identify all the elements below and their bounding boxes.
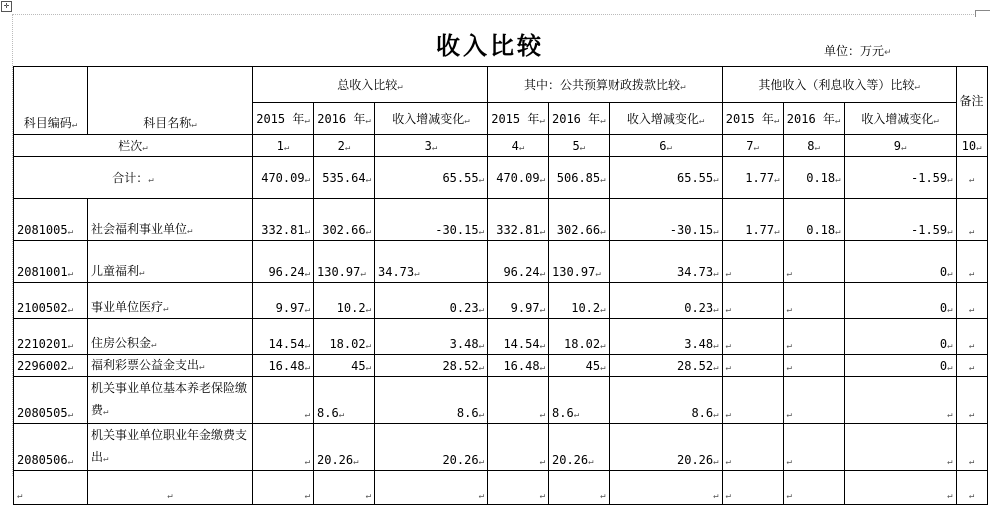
- paragraph-mark: ↵: [774, 174, 780, 185]
- paragraph-mark: ↵: [835, 227, 841, 237]
- row-code[interactable]: 2080506↵: [14, 424, 88, 471]
- paragraph-mark: ↵: [304, 457, 310, 467]
- row-value[interactable]: 96.24↵: [253, 241, 314, 283]
- total-value[interactable]: 535.64↵: [314, 157, 375, 199]
- header-remark[interactable]: 备注: [956, 67, 987, 135]
- paragraph-mark: ↵: [835, 174, 841, 185]
- table-row: [14, 355, 988, 377]
- paragraph-mark: ↵: [698, 116, 705, 126]
- column-index-7[interactable]: 7↵: [722, 135, 783, 157]
- row-value[interactable]: 0.18↵: [783, 199, 844, 241]
- row-name[interactable]: 机关事业单位职业年金缴费支出↵: [88, 424, 253, 471]
- row-value[interactable]: [956, 241, 987, 283]
- paragraph-mark: ↵: [67, 341, 73, 351]
- paragraph-mark: ↵: [139, 268, 145, 278]
- row-value[interactable]: [722, 377, 783, 424]
- paragraph-mark: ↵: [713, 410, 719, 420]
- paragraph-mark: ↵: [725, 363, 731, 373]
- paragraph-mark: ↵: [478, 341, 484, 351]
- paragraph-mark: ↵: [304, 174, 310, 185]
- total-value[interactable]: [956, 157, 987, 199]
- row-value[interactable]: 8.6↵: [314, 377, 375, 424]
- row-value[interactable]: 8.6↵: [549, 377, 610, 424]
- row-value[interactable]: [488, 377, 549, 424]
- paragraph-mark: ↵: [600, 227, 606, 237]
- paragraph-mark: ↵: [151, 340, 157, 350]
- row-value[interactable]: 130.97↵: [314, 241, 375, 283]
- paragraph-mark: ↵: [67, 363, 73, 373]
- paragraph-mark: ↵: [539, 410, 545, 420]
- paragraph-mark: ↵: [600, 116, 606, 126]
- row-value[interactable]: 34.73↵: [375, 241, 488, 283]
- paragraph-mark: ↵: [713, 227, 719, 237]
- paragraph-mark: ↵: [600, 341, 606, 351]
- paragraph-mark: ↵: [360, 269, 366, 279]
- row-code[interactable]: 2080505↵: [14, 377, 88, 424]
- row-value[interactable]: [722, 424, 783, 471]
- paragraph-mark: ↵: [344, 142, 351, 153]
- row-value[interactable]: [253, 377, 314, 424]
- paragraph-mark: ↵: [365, 363, 371, 373]
- row-value[interactable]: 332.81↵: [488, 199, 549, 241]
- paragraph-mark: ↵: [713, 363, 719, 373]
- paragraph-mark: ↵: [478, 410, 484, 420]
- paragraph-mark: ↵: [353, 457, 359, 467]
- paragraph-mark: ↵: [713, 491, 719, 501]
- table-row: [14, 241, 988, 283]
- paragraph-mark: ↵: [304, 305, 310, 315]
- row-value[interactable]: 10.2↵: [314, 283, 375, 319]
- row-code[interactable]: 2081005↵: [14, 199, 88, 241]
- paragraph-mark: ↵: [600, 174, 606, 185]
- paragraph-mark: ↵: [968, 457, 975, 467]
- total-value[interactable]: 0.18↵: [783, 157, 844, 199]
- paragraph-mark: ↵: [947, 227, 953, 237]
- table-row: [14, 283, 988, 319]
- paragraph-mark: ↵: [786, 305, 792, 315]
- row-code[interactable]: 2100502↵: [14, 283, 88, 319]
- paragraph-mark: ↵: [365, 227, 371, 237]
- total-value[interactable]: -1.59↵: [844, 157, 956, 199]
- row-value[interactable]: [783, 283, 844, 319]
- table-row: [14, 377, 988, 424]
- page-margin-top: [12, 14, 976, 15]
- header-change[interactable]: 收入增减变化↵: [844, 103, 956, 135]
- row-name[interactable]: 儿童福利↵: [88, 241, 253, 283]
- paragraph-mark: ↵: [968, 341, 975, 351]
- paragraph-mark: ↵: [968, 227, 975, 237]
- paragraph-mark: ↵: [304, 410, 310, 420]
- row-value[interactable]: 10.2↵: [549, 283, 610, 319]
- paragraph-mark: ↵: [17, 491, 23, 501]
- paragraph-mark: ↵: [947, 363, 953, 373]
- total-value[interactable]: 470.09↵: [253, 157, 314, 199]
- paragraph-mark: ↵: [414, 269, 420, 279]
- row-value[interactable]: 0↵: [844, 319, 956, 355]
- total-value[interactable]: 470.09↵: [488, 157, 549, 199]
- row-value[interactable]: [783, 377, 844, 424]
- paragraph-mark: ↵: [103, 407, 109, 417]
- paragraph-mark: ↵: [774, 227, 780, 237]
- total-row: [14, 157, 988, 199]
- column-index-2[interactable]: 2↵: [314, 135, 375, 157]
- paragraph-mark: ↵: [947, 341, 953, 351]
- column-index-3[interactable]: 3↵: [375, 135, 488, 157]
- paragraph-mark: ↵: [947, 410, 953, 420]
- paragraph-mark: ↵: [187, 226, 193, 236]
- paragraph-mark: ↵: [365, 341, 371, 351]
- row-value[interactable]: [722, 319, 783, 355]
- row-value[interactable]: [488, 424, 549, 471]
- row-value[interactable]: 18.02↵: [549, 319, 610, 355]
- row-value[interactable]: [783, 355, 844, 377]
- row-value[interactable]: [722, 355, 783, 377]
- paragraph-mark: ↵: [67, 305, 73, 315]
- paragraph-mark: ↵: [539, 305, 545, 315]
- header-year-2016[interactable]: 2016 年↵: [549, 103, 610, 135]
- paragraph-mark: ↵: [968, 269, 975, 279]
- column-index-4[interactable]: 4↵: [488, 135, 549, 157]
- row-value[interactable]: 20.26↵: [609, 424, 722, 471]
- row-value[interactable]: 96.24↵: [488, 241, 549, 283]
- paragraph-mark: ↵: [167, 491, 173, 501]
- paragraph-mark: ↵: [478, 174, 484, 185]
- paragraph-mark: ↵: [900, 142, 907, 153]
- paragraph-mark: ↵: [968, 363, 975, 373]
- row-value[interactable]: 16.48↵: [253, 355, 314, 377]
- row-value[interactable]: [956, 199, 987, 241]
- row-value[interactable]: 302.66↵: [549, 199, 610, 241]
- row-value[interactable]: [956, 377, 987, 424]
- paragraph-mark: ↵: [933, 116, 939, 126]
- row-value[interactable]: 45↵: [314, 355, 375, 377]
- row-value[interactable]: 28.52↵: [609, 355, 722, 377]
- row-value[interactable]: -30.15↵: [375, 199, 488, 241]
- row-value[interactable]: 34.73↵: [609, 241, 722, 283]
- paragraph-mark: ↵: [713, 305, 719, 315]
- paragraph-mark: ↵: [786, 457, 792, 467]
- paragraph-mark: ↵: [478, 457, 484, 467]
- header-code[interactable]: 科目编码↵: [14, 67, 88, 135]
- row-value[interactable]: 1.77↵: [722, 199, 783, 241]
- paragraph-mark: ↵: [588, 457, 594, 467]
- paragraph-mark: ↵: [103, 454, 109, 464]
- paragraph-mark: ↵: [304, 341, 310, 351]
- paragraph-mark: ↵: [365, 174, 371, 185]
- row-value[interactable]: 0↵: [844, 355, 956, 377]
- row-value[interactable]: 16.48↵: [488, 355, 549, 377]
- paragraph-mark: ↵: [713, 174, 719, 185]
- row-value[interactable]: 9.97↵: [253, 283, 314, 319]
- row-value[interactable]: 20.26↵: [375, 424, 488, 471]
- paragraph-mark: ↵: [539, 269, 545, 279]
- paragraph-mark: ↵: [365, 305, 371, 315]
- row-value[interactable]: 14.54↵: [488, 319, 549, 355]
- title-text: 收入比较: [436, 31, 544, 60]
- paragraph-mark: ↵: [539, 491, 545, 501]
- row-value[interactable]: 302.66↵: [314, 199, 375, 241]
- row-value[interactable]: -1.59↵: [844, 199, 956, 241]
- paragraph-mark: ↵: [773, 116, 780, 126]
- row-value[interactable]: 8.6↵: [609, 377, 722, 424]
- paragraph-mark: ↵: [947, 305, 953, 315]
- paragraph-mark: ↵: [573, 410, 580, 420]
- row-value[interactable]: [956, 424, 987, 471]
- paragraph-mark: ↵: [786, 363, 792, 373]
- paragraph-mark: ↵: [713, 457, 719, 467]
- row-value[interactable]: 0.23↵: [375, 283, 488, 319]
- header-row-groups: [14, 67, 988, 103]
- paragraph-mark: ↵: [753, 142, 759, 153]
- row-name[interactable]: 福利彩票公益金支出↵: [88, 355, 253, 377]
- header-group-total[interactable]: 总收入比较↵: [253, 67, 488, 103]
- paragraph-mark: ↵: [304, 227, 310, 237]
- total-value[interactable]: 65.55↵: [609, 157, 722, 199]
- total-label[interactable]: 合计：↵: [14, 157, 253, 199]
- row-code[interactable]: 2296002↵: [14, 355, 88, 377]
- row-value[interactable]: 0↵: [844, 283, 956, 319]
- paragraph-mark: ↵: [725, 305, 731, 315]
- paragraph-mark: ↵: [947, 457, 953, 467]
- paragraph-mark: ↵: [600, 363, 606, 373]
- row-value[interactable]: 0↵: [844, 241, 956, 283]
- paragraph-mark: ↵: [142, 143, 148, 153]
- table-row: [14, 424, 988, 471]
- paragraph-mark: ↵: [539, 174, 545, 185]
- row-value[interactable]: 45↵: [549, 355, 610, 377]
- row-value[interactable]: 14.54↵: [253, 319, 314, 355]
- row-value[interactable]: 0.23↵: [609, 283, 722, 319]
- paragraph-mark: ↵: [365, 491, 371, 501]
- row-code[interactable]: 2210201↵: [14, 319, 88, 355]
- paragraph-mark: ↵: [725, 491, 731, 501]
- row-value[interactable]: [783, 241, 844, 283]
- total-value[interactable]: 506.85↵: [549, 157, 610, 199]
- row-value[interactable]: 28.52↵: [375, 355, 488, 377]
- row-value[interactable]: [844, 377, 956, 424]
- paragraph-mark: ↵: [968, 491, 975, 501]
- paragraph-mark: ↵: [304, 116, 310, 126]
- row-name[interactable]: 住房公积金↵: [88, 319, 253, 355]
- paragraph-mark: ↵: [67, 410, 73, 420]
- column-index-label[interactable]: 栏次↵: [14, 135, 253, 157]
- paragraph-mark: ↵: [464, 116, 470, 126]
- row-value[interactable]: 9.97↵: [488, 283, 549, 319]
- table-row: [14, 199, 988, 241]
- row-value[interactable]: [956, 355, 987, 377]
- paragraph-mark: ↵: [539, 457, 545, 467]
- paragraph-mark: ↵: [834, 116, 841, 126]
- paragraph-mark: ↵: [595, 269, 601, 279]
- row-value[interactable]: 18.02↵: [314, 319, 375, 355]
- paragraph-mark: ↵: [478, 491, 484, 501]
- row-value[interactable]: [722, 283, 783, 319]
- paragraph-mark: ↵: [579, 142, 586, 153]
- column-index-1[interactable]: 1↵: [253, 135, 314, 157]
- row-value[interactable]: [722, 241, 783, 283]
- table-row: [14, 319, 988, 355]
- paragraph-mark: ↵: [947, 174, 953, 185]
- paragraph-mark: ↵: [786, 341, 792, 351]
- paragraph-mark: ↵: [786, 491, 792, 501]
- paragraph-mark: ↵: [539, 341, 545, 351]
- paragraph-mark: ↵: [304, 363, 310, 373]
- paragraph-mark: ↵: [67, 269, 73, 279]
- column-index-row: [14, 135, 988, 157]
- paragraph-mark: ↵: [786, 410, 792, 420]
- total-value[interactable]: 1.77↵: [722, 157, 783, 199]
- paragraph-mark: ↵: [304, 491, 310, 501]
- paragraph-mark: ↵: [666, 142, 672, 153]
- column-index-9[interactable]: 9↵: [844, 135, 956, 157]
- column-index-8[interactable]: 8↵: [783, 135, 844, 157]
- paragraph-mark: ↵: [976, 142, 982, 153]
- table-move-handle[interactable]: ✛: [1, 1, 12, 12]
- paragraph-mark: ↵: [478, 227, 484, 237]
- row-name[interactable]: 事业单位医疗↵: [88, 283, 253, 319]
- row-code[interactable]: 2081001↵: [14, 241, 88, 283]
- paragraph-mark: ↵: [304, 269, 310, 279]
- unit-text: 单位：万元: [824, 44, 885, 58]
- paragraph-mark: ↵: [786, 269, 792, 279]
- paragraph-mark: ↵: [947, 491, 953, 501]
- paragraph-mark: ↵: [725, 410, 731, 420]
- paragraph-mark: ↵: [725, 341, 731, 351]
- row-value[interactable]: [956, 319, 987, 355]
- paragraph-mark: ↵: [600, 305, 606, 315]
- paragraph-mark: ↵: [478, 363, 484, 373]
- paragraph-mark: ↵: [725, 457, 731, 467]
- row-value[interactable]: [956, 283, 987, 319]
- header-year-2015[interactable]: 2015 年↵: [488, 103, 549, 135]
- paragraph-mark: ↵: [539, 116, 545, 126]
- unit-label: [824, 42, 892, 59]
- header-year-2016[interactable]: 2016 年↵: [783, 103, 844, 135]
- column-index-10[interactable]: 10↵: [956, 135, 987, 157]
- paragraph-mark: ↵: [431, 142, 438, 153]
- column-index-6[interactable]: 6↵: [609, 135, 722, 157]
- row-name[interactable]: 机关事业单位基本养老保险缴费↵: [88, 377, 253, 424]
- paragraph-mark: ↵: [968, 174, 975, 185]
- column-index-5[interactable]: 5↵: [549, 135, 610, 157]
- row-value[interactable]: 332.81↵: [253, 199, 314, 241]
- paragraph-mark: ↵: [163, 304, 169, 314]
- paragraph-mark: ↵: [148, 175, 154, 185]
- row-value[interactable]: 3.48↵: [609, 319, 722, 355]
- paragraph-mark: ↵: [968, 305, 975, 315]
- paragraph-mark: ↵: [365, 116, 371, 126]
- paragraph-mark: ↵: [518, 142, 525, 153]
- paragraph-mark: ↵: [814, 142, 820, 153]
- row-value[interactable]: [783, 424, 844, 471]
- paragraph-mark: ↵: [539, 363, 545, 373]
- header-year-2015[interactable]: 2015 年↵: [253, 103, 314, 135]
- row-value[interactable]: 3.48↵: [375, 319, 488, 355]
- row-value[interactable]: [253, 424, 314, 471]
- row-value[interactable]: 20.26↵: [549, 424, 610, 471]
- row-name[interactable]: 社会福利事业单位↵: [88, 199, 253, 241]
- paragraph-mark: ↵: [539, 227, 545, 237]
- income-comparison-table: [13, 66, 988, 505]
- header-change[interactable]: 收入增减变化↵: [609, 103, 722, 135]
- row-value[interactable]: 20.26↵: [314, 424, 375, 471]
- total-value[interactable]: 65.55↵: [375, 157, 488, 199]
- header-year-2016[interactable]: 2016 年↵: [314, 103, 375, 135]
- paragraph-mark: ↵: [968, 410, 975, 420]
- row-value[interactable]: [783, 319, 844, 355]
- paragraph-mark: ↵: [884, 48, 892, 58]
- header-change[interactable]: 收入增减变化↵: [375, 103, 488, 135]
- paragraph-mark: ↵: [947, 269, 953, 279]
- paragraph-mark: ↵: [199, 362, 205, 372]
- paragraph-mark: ↵: [478, 305, 484, 315]
- header-group-other[interactable]: 其他收入（利息收入等）比较↵: [722, 67, 956, 103]
- paragraph-mark: ↵: [283, 142, 290, 153]
- paragraph-mark: ↵: [67, 227, 73, 237]
- page-corner-mark: [975, 10, 990, 17]
- paragraph-mark: ↵: [713, 341, 719, 351]
- row-value[interactable]: 130.97↵: [549, 241, 610, 283]
- header-group-public[interactable]: 其中：公共预算财政拨款比较↵: [488, 67, 723, 103]
- paragraph-mark: ↵: [600, 491, 606, 501]
- paragraph-mark: ↵: [713, 269, 719, 279]
- paragraph-mark: ↵: [67, 457, 73, 467]
- header-year-2015[interactable]: 2015 年↵: [722, 103, 783, 135]
- row-value[interactable]: -30.15↵: [609, 199, 722, 241]
- paragraph-mark: ↵: [338, 410, 345, 420]
- header-name[interactable]: 科目名称↵: [88, 67, 253, 135]
- row-value[interactable]: 8.6↵: [375, 377, 488, 424]
- row-value[interactable]: [844, 424, 956, 471]
- paragraph-mark: ↵: [725, 269, 731, 279]
